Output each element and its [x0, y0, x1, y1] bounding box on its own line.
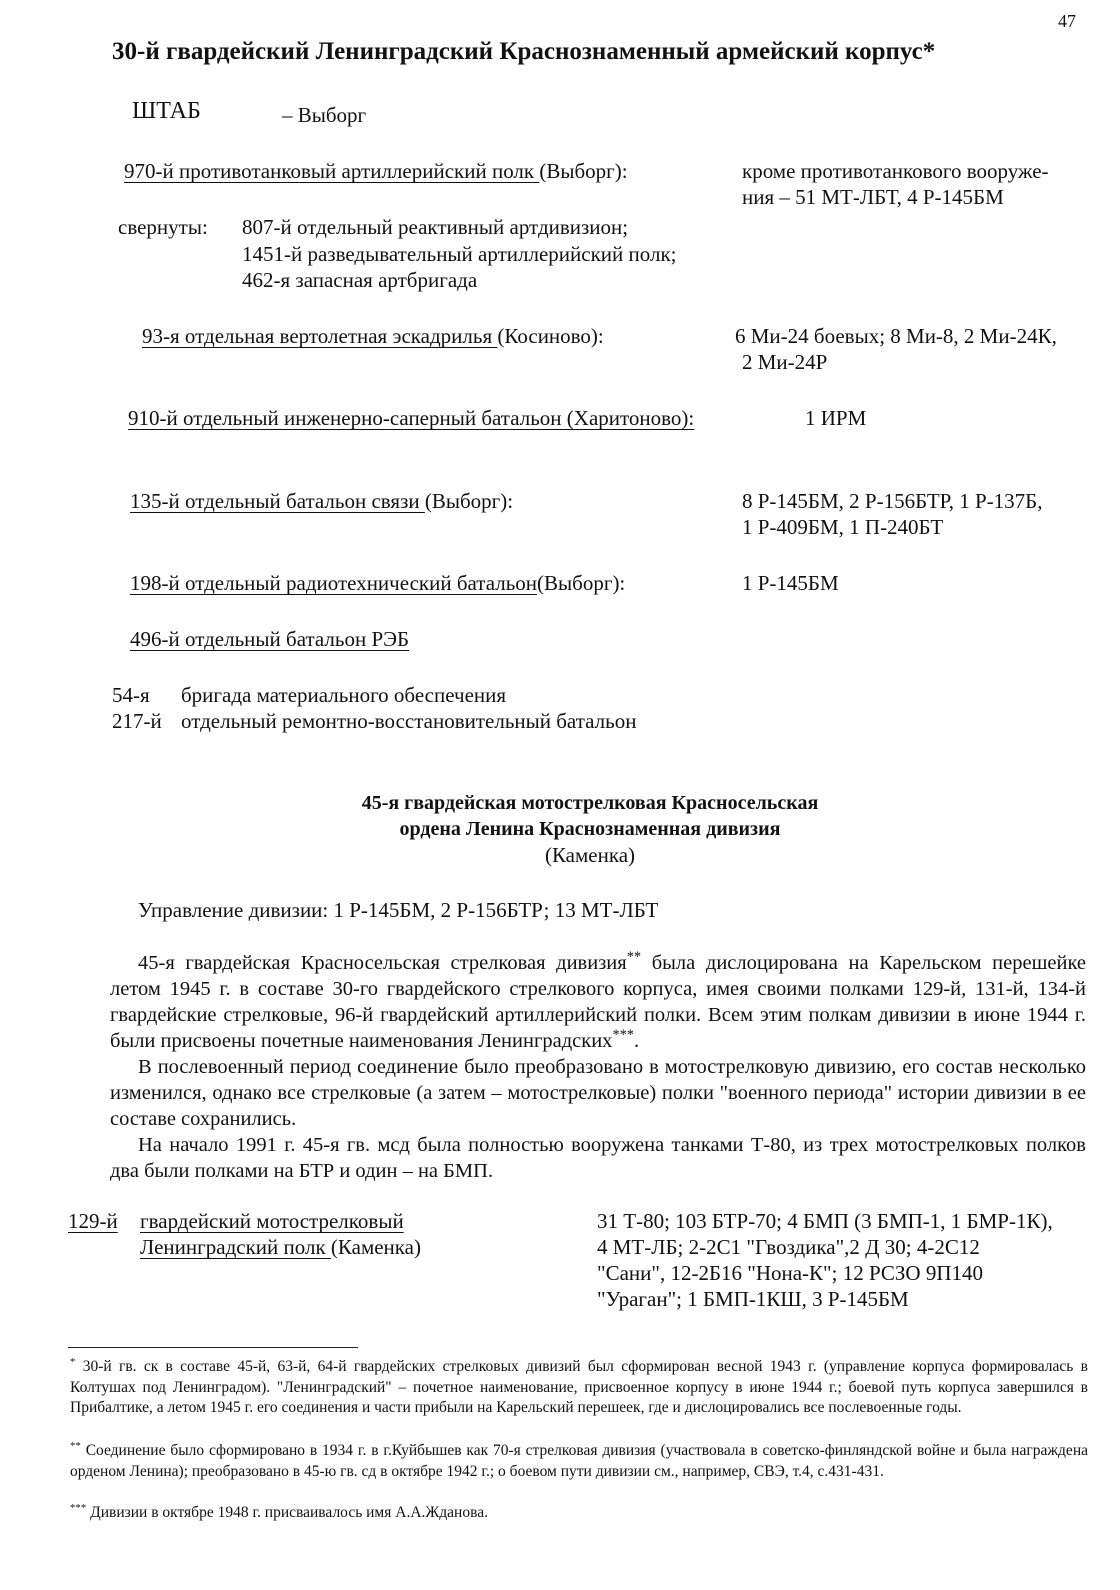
- folded-item: 462-я запасная артбригада: [242, 268, 478, 292]
- unit-135-equipment-2: 1 Р-409БМ, 1 П-240БТ: [742, 515, 944, 539]
- paragraph-history: 45-я гвардейская Красносельская стрелковая дивизия** была дислоцирована на Карельском перешейке летом 1945 г. в составе 30-го гвардейского стрелкового корпуса, имея своими полками 129-й, 131-й, 134-й гвардейские стрелковые, 96-й гвардейский артиллерийский полки. Всем этим полкам дивизии в июне 1944 г. были присвоены почетные наименования Ленинградских***.: [110, 949, 1086, 1052]
- corps-title: 30-й гвардейский Ленинградский Краснознаменный армейский корпус*: [112, 38, 936, 65]
- unit-93: [110, 323, 604, 350]
- regiment-equipment-1: 31 Т-80; 103 БТР-70; 4 БМП (3 БМП-1, 1 БМР-1К),: [597, 1209, 1053, 1233]
- support-unit-num: 54-я: [112, 683, 150, 707]
- unit-name: 135-й отдельный батальон связи: [130, 489, 425, 513]
- unit-name: 496-й отдельный батальон РЭБ: [130, 627, 410, 651]
- footnote-separator: [68, 1347, 358, 1348]
- regiment-equipment-4: "Ураган"; 1 БМП-1КШ, 3 Р-145БМ: [597, 1287, 909, 1311]
- regiment-location: (Каменка): [330, 1235, 421, 1259]
- unit-name: 93-я отдельная вертолетная эскадрилья: [142, 324, 498, 348]
- hq-label: ШТАБ: [132, 98, 201, 124]
- folded-item: 1451-й разведывательный артиллерийский полк;: [242, 242, 677, 266]
- unit-135: [110, 488, 513, 515]
- regiment-name-2: Ленинградский полк: [140, 1235, 331, 1259]
- folded-item: 807-й отдельный реактивный артдивизион;: [242, 215, 629, 239]
- footnote-1: * 30-й гв. ск в составе 45-й, 63-й, 64-й гвардейских стрелковых дивизий был сформирован весной 1943 г. (управление корпуса формировалась в Колтушах под Ленинградом). "Ленинградский" – почетное наименование, присвоенное корпусу в июне 1944 г.; боевой путь корпуса завершился в Прибалтике, а летом 1945 г. его соединения и части прибыли на Карельский перешеек, где и дислоцировались все послевоенные годы.: [70, 1355, 1088, 1416]
- unit-name: 970-й противотанковый артиллерийский полк: [124, 159, 540, 183]
- unit-970-equipment-2: ния – 51 МТ-ЛБТ, 4 Р-145БМ: [742, 185, 1004, 209]
- footnote-2: ** Соединение было сформировано в 1934 г. в г.Куйбышев как 70-я стрелковая дивизия (участвовала в советско-финляндской войне и была награждена орденом Ленина); преобразовано в 45-ю гв. сд в октябре 1942 г.; о боевом пути дивизии см., например, СВЭ, т.4, с.431-431.: [70, 1439, 1088, 1480]
- regiment-equipment-2: 4 МТ-ЛБ; 2-2С1 "Гвоздика",2 Д 30; 4-2С12: [597, 1235, 980, 1259]
- unit-location: (Косиново):: [497, 324, 604, 348]
- footnote-ref: **: [626, 949, 642, 966]
- regiment-equipment-3: "Сани", 12-2Б16 "Нона-К"; 12 РСЗО 9П140: [597, 1261, 983, 1285]
- regiment-number: 129-й: [68, 1209, 118, 1233]
- hq-value: – Выборг: [282, 103, 367, 127]
- unit-name: 910-й отдельный инженерно-саперный батальон (Харитоново):: [128, 406, 695, 430]
- unit-496: [110, 626, 413, 653]
- division-title-line-2: ордена Ленина Краснознаменная дивизия: [399, 818, 781, 840]
- regiment-name-2-row: [140, 1234, 421, 1261]
- unit-location: (Выборг):: [424, 489, 514, 513]
- unit-name: 198-й отдельный радиотехнический батальон: [130, 571, 538, 595]
- regiment-name-1: гвардейский мотострелковый: [140, 1209, 404, 1233]
- unit-135-equipment-1: 8 Р-145БМ, 2 Р-156БТР, 1 Р-137Б,: [742, 489, 1043, 513]
- paragraph-postwar: В послевоенный период соединение было преобразовано в мотострелковую дивизию, его состав несколько изменился, однако все стрелковые (а затем – мотострелковые) полки "военного периода" истории дивизии в ее составе сохранились.: [110, 1056, 1086, 1130]
- unit-198-equipment: 1 Р-145БМ: [742, 571, 839, 595]
- unit-198: [110, 570, 625, 597]
- support-unit-name: бригада материального обеспечения: [181, 683, 507, 707]
- folded-label: свернуты:: [118, 215, 208, 239]
- support-unit-name: отдельный ремонтно-восстановительный батальон: [181, 709, 637, 733]
- unit-93-equipment-2: 2 Ми-24Р: [742, 350, 828, 374]
- unit-970: [110, 158, 628, 185]
- unit-910: [110, 405, 694, 432]
- unit-970-equipment-1: кроме противотанкового вооруже-: [742, 159, 1049, 183]
- footnote-3: *** Дивизии в октябре 1948 г. присваивалось имя А.А.Жданова.: [70, 1501, 488, 1521]
- division-location: (Каменка): [544, 843, 636, 867]
- unit-910-equipment: 1 ИРМ: [805, 406, 867, 430]
- footnote-ref: ***: [612, 1027, 634, 1044]
- division-hq-equipment: Управление дивизии: 1 Р-145БМ, 2 Р-156БТР; 13 МТ-ЛБТ: [138, 898, 659, 922]
- unit-location: (Выборг):: [539, 159, 628, 183]
- page-number: 47: [1058, 11, 1076, 31]
- paragraph-1991: На начало 1991 г. 45-я гв. мсд была полностью вооружена танками Т-80, из трех мотострелковых полков два были полками на БТР и один – на БМП.: [110, 1134, 1086, 1182]
- support-unit-num: 217-й: [112, 709, 162, 733]
- division-title-line-1: 45-я гвардейская мотострелковая Красносельская: [361, 792, 819, 814]
- unit-93-equipment-1: 6 Ми-24 боевых; 8 Ми-8, 2 Ми-24К,: [735, 324, 1057, 348]
- unit-location: (Выборг):: [537, 571, 626, 595]
